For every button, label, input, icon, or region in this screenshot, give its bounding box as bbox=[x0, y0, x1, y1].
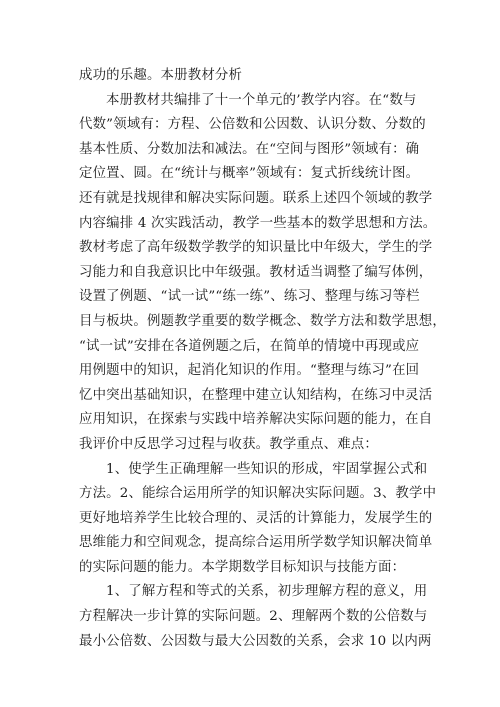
text-line: 基本性质、分数加法和减法。在“空间与图形”领域有：确 bbox=[79, 141, 420, 157]
text-line: 方程解决一步计算的实际问题。2、理解两个数的公倍数与 bbox=[79, 609, 428, 625]
body-text bbox=[79, 64, 446, 654]
text-line: 最小公倍数、公因数与最大公因数的关系，会求 10 以内两 bbox=[79, 633, 432, 649]
text-line: 内容编排 4 次实践活动，教学一些基本的数学思想和方法。 bbox=[79, 215, 437, 231]
text-line: 教材考虑了高年级数学教学的知识量比中年级大，学生的学 bbox=[79, 240, 433, 256]
text-line: 我评价中反思学习过程与收获。教学重点、难点： bbox=[79, 436, 378, 452]
text-line: 1、使学生正确理解一些知识的形成，牢固掌握公式和 bbox=[106, 461, 428, 477]
text-line: 忆中突出基础知识，在整理中建立认知结构，在练习中灵活 bbox=[79, 387, 433, 403]
text-line: 应用知识，在探索与实践中培养解决实际问题的能力，在自 bbox=[79, 412, 433, 428]
text-line: 更好地培养学生比较合理的、灵活的计算能力，发展学生的 bbox=[79, 510, 433, 526]
text-line: 习能力和自我意识比中年级强。教材适当调整了编写体例， bbox=[79, 264, 433, 280]
text-line: 设置了例题、“试一试”“练一练”、练习、整理与练习等栏 bbox=[79, 289, 420, 305]
text-line: 方法。2、能综合运用所学的知识解决实际问题。3、教学中 bbox=[79, 486, 437, 502]
text-line: 本册教材共编排了十一个单元的’教学内容。在“数与 bbox=[106, 92, 417, 108]
text-line: “试一试”安排在各道例题之后，在简单的情境中再现或应 bbox=[79, 338, 420, 354]
text-line: 目与板块。例题教学重要的数学概念、数学方法和数学思想， bbox=[79, 313, 446, 329]
text-line: 代数”领域有：方程、公倍数和公因数、认识分数、分数的 bbox=[79, 117, 426, 133]
text-line: 思维能力和空间观念，提高综合运用所学数学知识解决简单 bbox=[79, 535, 433, 551]
text-line: 还有就是找规律和解决实际问题。联系上述四个领域的教学 bbox=[79, 190, 433, 206]
text-line: 成功的乐趣。本册教材分析 bbox=[79, 68, 243, 83]
text-line: 1、了解方程和等式的关系，初步理解方程的意义，用 bbox=[106, 584, 428, 600]
text-line: 用例题中的知识，起消化知识的作用。“整理与练习”在回 bbox=[79, 363, 420, 379]
text-line: 定位置、圆。在“统计与概率”领域有：复式折线统计图。 bbox=[79, 166, 420, 182]
text-line: 的实际问题的能力。本学期数学目标知识与技能方面： bbox=[79, 559, 406, 575]
